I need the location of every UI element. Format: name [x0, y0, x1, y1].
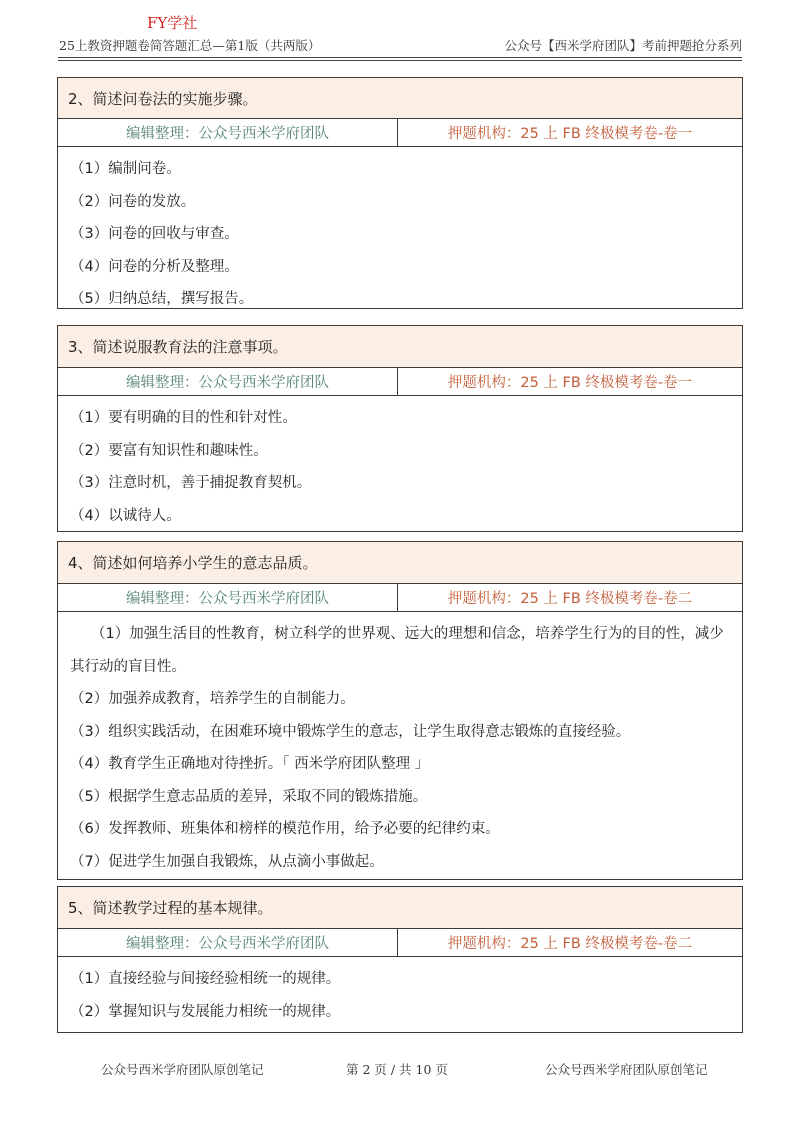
editor-label: 编辑整理：公众号西米学府团队 — [58, 368, 398, 395]
answer-item: （2）加强养成教育，培养学生的自制能力。 — [70, 691, 355, 707]
question-card — [57, 77, 743, 309]
answer-item: （3）组织实践活动，在困难环境中锻炼学生的意志，让学生取得意志锻炼的直接经验。 — [70, 723, 631, 740]
source-label: 押题机构：25 上 FB 终极模考卷-卷一 — [447, 126, 693, 142]
answer-item: （6）发挥教师、班集体和榜样的模范作用，给予必要的纪律约束。 — [70, 821, 500, 837]
answer-item: （3）注意时机，善于捕捉教育契机。 — [70, 475, 312, 491]
question-meta — [58, 584, 742, 612]
question-meta — [58, 119, 742, 147]
source-label: 押题机构：25 上 FB 终极模考卷-卷二 — [447, 936, 693, 952]
question-title: 5、简述教学过程的基本规律。 — [58, 887, 742, 929]
answer-item: （2）要富有知识性和趣味性。 — [70, 442, 268, 459]
question-card — [57, 541, 743, 880]
header-series-title: 公众号【西米学府团队】考前押题抢分系列 — [504, 38, 742, 53]
question-title: 2、简述问卷法的实施步骤。 — [58, 78, 742, 119]
source-label: 押题机构：25 上 FB 终极模考卷-卷一 — [447, 375, 693, 391]
question-card — [57, 325, 743, 532]
answer-item: （3）问卷的回收与审查。 — [70, 226, 239, 242]
header-doc-title: 25上教资押题卷简答题汇总—第1版（共两版） — [59, 38, 321, 53]
answer-item: （1）编制问卷。 — [70, 161, 181, 177]
editor-label: 编辑整理：公众号西米学府团队 — [58, 119, 398, 146]
answer-item: （2）问卷的发放。 — [70, 193, 196, 210]
answer-item: （1）直接经验与间接经验相统一的规律。 — [70, 971, 341, 987]
brand-label: FY学社 — [147, 14, 198, 32]
editor-label: 编辑整理：公众号西米学府团队 — [58, 929, 398, 956]
answer-item: （1）要有明确的目的性和针对性。 — [70, 410, 297, 426]
answer-body — [58, 612, 742, 879]
question-title: 4、简述如何培养小学生的意志品质。 — [58, 542, 742, 584]
page-number: 第 2 页 / 共 10 页 — [346, 1062, 448, 1077]
header-divider-thin — [58, 60, 742, 61]
question-card — [57, 886, 743, 1033]
answer-body — [58, 957, 742, 1032]
footer-right-note: 公众号西米学府团队原创笔记 — [545, 1062, 708, 1077]
answer-item: （1）加强生活目的性教育，树立科学的世界观、远大的理想和信念，培养学生行为的目的性，减少其行动的盲目性。 — [70, 626, 724, 675]
question-meta — [58, 929, 742, 957]
question-meta — [58, 368, 742, 396]
footer-left-note: 公众号西米学府团队原创笔记 — [101, 1062, 264, 1077]
answer-item: （4）以诚待人。 — [70, 507, 181, 524]
header-divider — [58, 57, 742, 58]
answer-body — [58, 396, 742, 531]
answer-item: （5）根据学生意志品质的差异，采取不同的锻炼措施。 — [70, 788, 428, 805]
answer-item: （5）归纳总结，撰写报告。 — [70, 291, 254, 307]
question-title: 3、简述说服教育法的注意事项。 — [58, 326, 742, 368]
answer-item: （7）促进学生加强自我锻炼，从点滴小事做起。 — [70, 853, 384, 870]
editor-label: 编辑整理：公众号西米学府团队 — [58, 584, 398, 611]
answer-item: （4）问卷的分析及整理。 — [70, 258, 239, 275]
answer-item: （4）教育学生正确地对待挫折。「 西米学府团队整理 」 — [70, 756, 430, 772]
answer-body — [58, 147, 742, 308]
source-label: 押题机构：25 上 FB 终极模考卷-卷二 — [447, 591, 693, 607]
answer-item: （2）掌握知识与发展能力相统一的规律。 — [70, 1003, 341, 1020]
